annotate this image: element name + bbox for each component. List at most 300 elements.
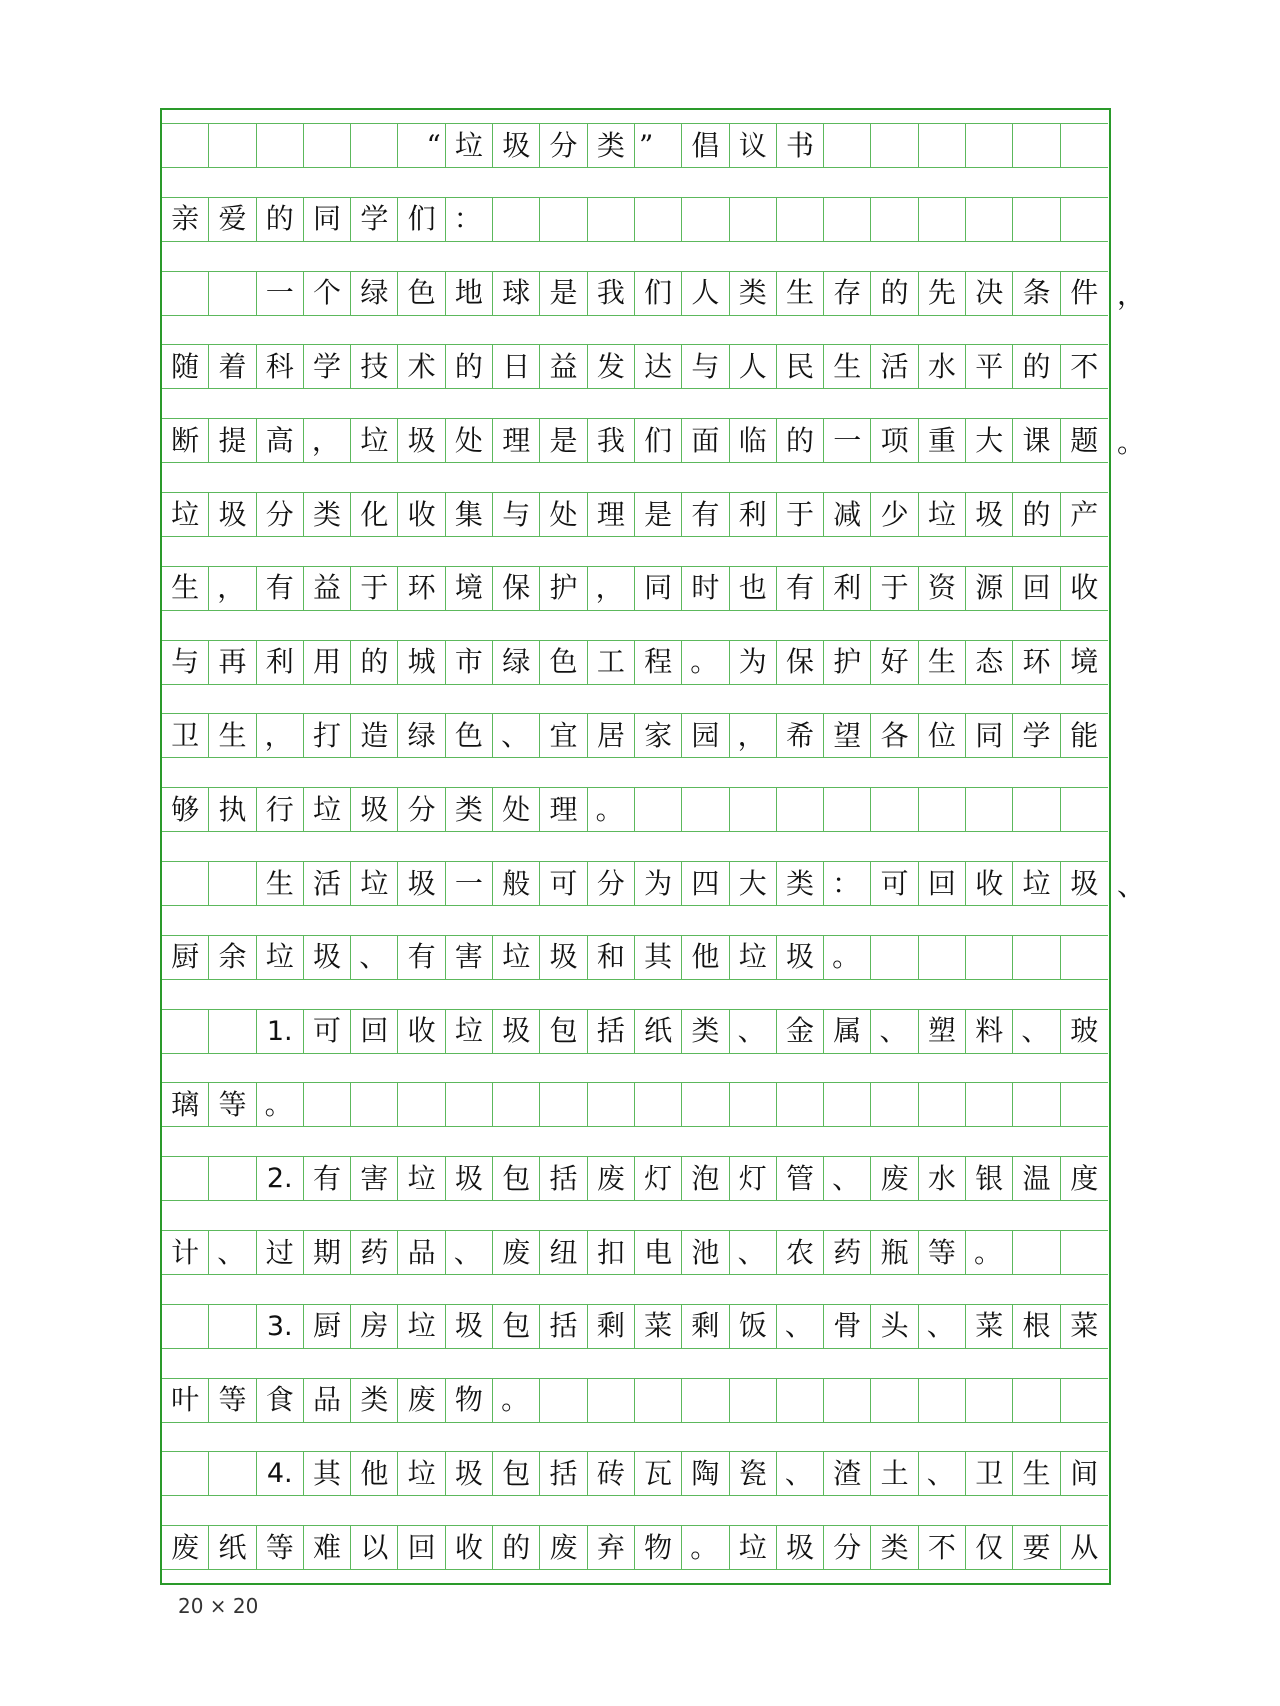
grid-cell-char: 料: [966, 1010, 1013, 1053]
grid-cell-empty: [919, 936, 966, 979]
grid-cell-char: 类: [304, 493, 351, 536]
grid-cell-empty: [162, 124, 209, 167]
grid-cell-char: 护: [540, 567, 587, 610]
grid-cell-char: 食: [257, 1379, 304, 1422]
grid-cell-char: 于: [777, 493, 824, 536]
grid-cell-char: 卫: [162, 714, 209, 757]
grid-cell-char: 药: [351, 1231, 398, 1274]
grid-cell-char: 。: [682, 1526, 729, 1569]
grid-cell-char: 理: [540, 788, 587, 831]
grid-cell-empty: [871, 124, 918, 167]
grid-cell-char: 废: [540, 1526, 587, 1569]
grid-cell-empty: [1061, 1231, 1108, 1274]
grid-cell-char: 城: [398, 641, 445, 684]
grid-cell-char: 先: [919, 272, 966, 315]
grid-cell-char: 收: [398, 1010, 445, 1053]
grid-cell-char: 的: [777, 419, 824, 462]
grid-cell-empty: [209, 1305, 256, 1348]
grid-cell-char: 圾: [966, 493, 1013, 536]
grid-cell-char: 发: [588, 345, 635, 388]
grid-cell-empty: [398, 1083, 445, 1126]
grid-cell-char: 。: [588, 788, 635, 831]
grid-cell-char: 活: [871, 345, 918, 388]
grid-cell-char: 技: [351, 345, 398, 388]
grid-cell-empty: [919, 124, 966, 167]
grid-cell-char: 瓦: [635, 1452, 682, 1495]
grid-cell-empty: [871, 788, 918, 831]
title-row: [162, 123, 1108, 168]
grid-cell-empty: [635, 1083, 682, 1126]
grid-cell-char: 望: [824, 714, 871, 757]
grid-cell-char: 理: [493, 419, 540, 462]
grid-cell-char: 以: [351, 1526, 398, 1569]
grid-row: [162, 935, 1108, 980]
grid-cell-char: 物: [446, 1379, 493, 1422]
grid-cell-char: 等: [257, 1526, 304, 1569]
grid-cell-char: ，: [304, 419, 351, 462]
grid-cell-char: 圾: [446, 1157, 493, 1200]
grid-cell-char: 与: [493, 493, 540, 536]
grid-cell-empty: [824, 124, 871, 167]
grid-cell-empty: [209, 862, 256, 905]
grid-cell-char: 、: [919, 1305, 966, 1348]
grid-cell-char: 学: [351, 198, 398, 241]
grid-cell-char: 垃: [257, 936, 304, 979]
grid-cell-empty: [588, 1083, 635, 1126]
grid-cell-char: 圾: [1070, 866, 1099, 900]
grid-cell-char: ，: [730, 714, 777, 757]
grid-cell-char: 璃: [162, 1083, 209, 1126]
grid-cell-char: ，: [209, 567, 256, 610]
grid-cell-char: 分: [824, 1526, 871, 1569]
grid-cell-char: 我: [588, 419, 635, 462]
grid-cell-char: 、: [493, 714, 540, 757]
grid-cell-empty: [824, 1083, 871, 1126]
grid-cell-char: 同: [304, 198, 351, 241]
grid-cell-char: 各: [871, 714, 918, 757]
grid-cell-char: 。: [966, 1231, 1013, 1274]
grid-cell-char: 生: [257, 862, 304, 905]
grid-cell-char: 渣: [824, 1452, 871, 1495]
grid-cell-empty: [351, 1083, 398, 1126]
grid-cell-char: 民: [777, 345, 824, 388]
grid-cell-char: 随: [162, 345, 209, 388]
grid-cell-empty: [824, 1379, 871, 1422]
grid-cell-char: 厨: [162, 936, 209, 979]
grid-row: [162, 1082, 1108, 1127]
grid-row: [162, 566, 1108, 611]
grid-cell-empty: [1013, 788, 1060, 831]
grid-cell-char: 有: [777, 567, 824, 610]
grid-cell-empty: [588, 1379, 635, 1422]
grid-cell-char: 回: [398, 1526, 445, 1569]
grid-cell-char: 科: [257, 345, 304, 388]
grid-cell-char: 色: [540, 641, 587, 684]
grid-cell-empty: [162, 1157, 209, 1200]
grid-cell-char: 的: [257, 198, 304, 241]
grid-cell-char: 有: [257, 567, 304, 610]
grid-cell-char: 、: [446, 1231, 493, 1274]
grid-cell-char: 扣: [588, 1231, 635, 1274]
grid-cell-char: 产: [1070, 497, 1099, 531]
grid-cell-char: 态: [966, 641, 1013, 684]
grid-cell-char: 水: [919, 345, 966, 388]
grid-cell-char: 收: [446, 1526, 493, 1569]
grid-cell-empty: [1013, 198, 1060, 241]
grid-cell-empty: [162, 272, 209, 315]
grid-cell-empty: [871, 936, 918, 979]
grid-cell-char: 少: [871, 493, 918, 536]
grid-cell-char: 、: [777, 1305, 824, 1348]
grid-cell-char: 期: [304, 1231, 351, 1274]
grid-cell-char: 、: [777, 1452, 824, 1495]
grid-cell-char: 造: [351, 714, 398, 757]
grid-cell-char: 集: [446, 493, 493, 536]
grid-cell-char: 、: [730, 1231, 777, 1274]
grid-cell-char: 们: [635, 419, 682, 462]
grid-cell-char: 生: [824, 345, 871, 388]
hanging-punctuation: 、: [1117, 868, 1146, 902]
grid-cell-char: 不: [919, 1526, 966, 1569]
grid-cell-char: 农: [777, 1231, 824, 1274]
grid-row: [162, 861, 1108, 906]
grid-cell-char: 3.: [257, 1305, 304, 1348]
grid-cell-char: 的: [871, 272, 918, 315]
grid-cell-char: 纸: [635, 1010, 682, 1053]
grid-cell-char: 绿: [493, 641, 540, 684]
grid-cell-char: 要: [1013, 1526, 1060, 1569]
grid-cell-char: 书: [777, 124, 824, 167]
grid-cell-empty: [209, 124, 256, 167]
grid-cell-char: 有: [398, 936, 445, 979]
grid-cell-char: 骨: [824, 1305, 871, 1348]
grid-cell-char: 与: [162, 641, 209, 684]
grid-cell-char: 居: [588, 714, 635, 757]
grid-cell-char: 圾: [446, 1452, 493, 1495]
grid-cell-empty: [919, 788, 966, 831]
grid-cell-char: 可: [871, 862, 918, 905]
grid-cell-char: 、: [871, 1010, 918, 1053]
grid-cell-char: 、: [351, 936, 398, 979]
grid-cell-char: 仅: [966, 1526, 1013, 1569]
grid-cell-char: 。: [682, 641, 729, 684]
grid-cell-char: 化: [351, 493, 398, 536]
grid-cell-char: ，: [257, 714, 304, 757]
grid-cell-empty: [1061, 1083, 1108, 1126]
grid-cell-char: 金: [777, 1010, 824, 1053]
grid-row: [162, 1451, 1108, 1496]
grid-cell-empty: [162, 1305, 209, 1348]
manuscript-grid-paper: [160, 108, 1146, 1585]
grid-cell-char: 剩: [682, 1305, 729, 1348]
grid-cell-char: 希: [777, 714, 824, 757]
grid-cell-char: 弃: [588, 1526, 635, 1569]
grid-cell-char: 大: [730, 862, 777, 905]
grid-cell-empty: [1013, 1379, 1060, 1422]
grid-cell-char: 。: [257, 1083, 304, 1126]
grid-cell-char: ，: [588, 567, 635, 610]
grid-cell-char: 高: [257, 419, 304, 462]
grid-cell-empty: [304, 1083, 351, 1126]
grid-cell-char: 四: [682, 862, 729, 905]
grid-cell-char: 条: [1013, 272, 1060, 315]
grid-cell-char: 的: [1013, 493, 1060, 536]
grid-cell-char: 再: [209, 641, 256, 684]
grid-cell-char: 括: [588, 1010, 635, 1053]
grid-cell-char: 绿: [351, 272, 398, 315]
grid-cell-empty: [919, 198, 966, 241]
grid-cell-char: 包: [493, 1452, 540, 1495]
grid-cell-char: 剩: [588, 1305, 635, 1348]
grid-row: [162, 344, 1108, 389]
grid-cell-char: 处: [493, 788, 540, 831]
grid-cell-char: 圾: [351, 788, 398, 831]
grid-cell-char: 可: [540, 862, 587, 905]
grid-cell-char: 打: [304, 714, 351, 757]
grid-cell-empty: [777, 788, 824, 831]
grid-cell-char: 难: [304, 1526, 351, 1569]
grid-cell-empty: [777, 198, 824, 241]
grid-cell-char: 1.: [257, 1010, 304, 1053]
grid-cell-empty: [209, 272, 256, 315]
grid-cell-char: ：: [446, 198, 493, 241]
grid-cell-char: 议: [730, 124, 777, 167]
grid-cell-char: 泡: [682, 1157, 729, 1200]
grid-cell-empty: [540, 1083, 587, 1126]
grid-cell-empty: [730, 788, 777, 831]
grid-cell-empty: [682, 1083, 729, 1126]
grid-cell-char: 利: [257, 641, 304, 684]
grid-cell-char: 药: [824, 1231, 871, 1274]
grid-cell-empty: [871, 198, 918, 241]
grid-cell-char: 垃: [730, 936, 777, 979]
grid-cell-char: 圾: [777, 1526, 824, 1569]
grid-cell-empty: [209, 1010, 256, 1053]
grid-cell-char: 工: [588, 641, 635, 684]
grid-cell-char: 回: [919, 862, 966, 905]
grid-cell-char: 色: [446, 714, 493, 757]
grid-cell-char: ”: [635, 124, 682, 167]
grid-cell-char: 位: [919, 714, 966, 757]
grid-cell-char: 收: [966, 862, 1013, 905]
grid-cell-char: 括: [540, 1305, 587, 1348]
grid-row: [162, 713, 1108, 758]
grid-cell-empty: [162, 862, 209, 905]
grid-cell-char: 等: [209, 1379, 256, 1422]
grid-cell-char: 、: [1013, 1010, 1060, 1053]
grid-cell-empty: [540, 1379, 587, 1422]
grid-cell-char: 砖: [588, 1452, 635, 1495]
grid-cell-char: 圾: [209, 493, 256, 536]
grid-cell-char: 垃: [446, 1010, 493, 1053]
grid-cell-char: 益: [540, 345, 587, 388]
grid-cell-char: 同: [635, 567, 682, 610]
grid-cell-char: 的: [1013, 345, 1060, 388]
grid-cell-char: 类: [730, 272, 777, 315]
grid-cell-char: 面: [682, 419, 729, 462]
grid-cell-char: 提: [209, 419, 256, 462]
grid-cell-char: 亲: [162, 198, 209, 241]
grid-cell-char: 一: [824, 419, 871, 462]
grid-cell-char: 一: [446, 862, 493, 905]
grid-row: [162, 640, 1108, 685]
grid-cell-char: 包: [493, 1305, 540, 1348]
grid-cell-empty: [871, 1379, 918, 1422]
grid-cell-char: 括: [540, 1157, 587, 1200]
grid-cell-char: 废: [588, 1157, 635, 1200]
grid-cell-char: 人: [730, 345, 777, 388]
grid-cell-char: 保: [493, 567, 540, 610]
grid-cell-empty: [540, 198, 587, 241]
grid-cell-char: 类: [351, 1379, 398, 1422]
grid-cell-char: 害: [351, 1157, 398, 1200]
grid-cell-char: 生: [919, 641, 966, 684]
grid-cell-char: 类: [588, 124, 635, 167]
grid-cell-char: 理: [588, 493, 635, 536]
grid-cell-empty: [824, 198, 871, 241]
grid-cell-char: 品: [398, 1231, 445, 1274]
grid-cell-char: 重: [919, 419, 966, 462]
grid-cell-char: 等: [919, 1231, 966, 1274]
grid-cell-char: 园: [682, 714, 729, 757]
grid-cell-char: 回: [1013, 567, 1060, 610]
grid-cell-char: 他: [351, 1452, 398, 1495]
grid-cell-char: 时: [682, 567, 729, 610]
grid-cell-char: 执: [209, 788, 256, 831]
grid-cell-empty: [871, 1083, 918, 1126]
grid-cell-char: 圾: [398, 862, 445, 905]
grid-cell-char: 着: [209, 345, 256, 388]
grid-cell-char: 倡: [682, 124, 729, 167]
grid-cell-char: 2.: [257, 1157, 304, 1200]
grid-cell-empty: [1061, 124, 1108, 167]
grid-cell-empty: [1061, 1379, 1108, 1422]
grid-cell-char: 垃: [398, 1157, 445, 1200]
grid-cell-char: 生: [209, 714, 256, 757]
grid-cell-char: 球: [493, 272, 540, 315]
grid-cell-char: 瓶: [871, 1231, 918, 1274]
grid-cell-char: 境: [446, 567, 493, 610]
grid-cell-char: 件: [1070, 276, 1099, 310]
grid-row: [162, 197, 1108, 242]
grid-cell-char: 爱: [209, 198, 256, 241]
grid-cell-char: 圾: [777, 936, 824, 979]
grid-cell-char: 是: [635, 493, 682, 536]
grid-cell-char: 的: [493, 1526, 540, 1569]
grid-cell-char: 品: [304, 1379, 351, 1422]
grid-cell-char: 临: [730, 419, 777, 462]
grid-cell-char: 生: [162, 567, 209, 610]
grid-cell-char: 般: [493, 862, 540, 905]
grid-cell-char: 为: [635, 862, 682, 905]
grid-cell-char: 与: [682, 345, 729, 388]
grid-cell-char: 等: [209, 1083, 256, 1126]
grid-cell-char: 垃: [446, 124, 493, 167]
grid-cell-char: 余: [209, 936, 256, 979]
grid-cell-char: 废: [493, 1231, 540, 1274]
grid-cell-empty: [446, 1083, 493, 1126]
grid-cell-char: 存: [824, 272, 871, 315]
hanging-punctuation: ，: [1117, 278, 1146, 312]
grid-cell-char: 项: [871, 419, 918, 462]
grid-cell-char: 房: [351, 1305, 398, 1348]
grid-cell-char: 和: [588, 936, 635, 979]
grid-cell-char: 分: [588, 862, 635, 905]
grid-cell-char: 圾: [493, 1010, 540, 1053]
grid-row: [162, 271, 1108, 316]
grid-cell-char: 菜: [1070, 1309, 1099, 1343]
grid-cell-char: 保: [777, 641, 824, 684]
grid-cell-empty: [919, 1083, 966, 1126]
grid-cell-char: 们: [635, 272, 682, 315]
grid-cell-char: 收: [1070, 571, 1099, 605]
grid-cell-char: 好: [871, 641, 918, 684]
grid-cell-empty: [1061, 198, 1108, 241]
grid-cell-char: 处: [446, 419, 493, 462]
grid-cell-char: 度: [1070, 1161, 1099, 1195]
grid-cell-char: 环: [398, 567, 445, 610]
grid-row: [162, 492, 1108, 537]
grid-cell-char: 其: [635, 936, 682, 979]
grid-cell-char: 其: [304, 1452, 351, 1495]
grid-cell-char: 学: [304, 345, 351, 388]
grid-cell-char: 过: [257, 1231, 304, 1274]
grid-cell-empty: [730, 1083, 777, 1126]
grid-cell-empty: [162, 1452, 209, 1495]
grid-cell-char: 一: [257, 272, 304, 315]
grid-cell-char: 大: [966, 419, 1013, 462]
grid-cell-empty: [304, 124, 351, 167]
grid-cell-empty: [209, 1452, 256, 1495]
grid-cell-char: 间: [1070, 1456, 1099, 1490]
grid-cell-char: 塑: [919, 1010, 966, 1053]
grid-cell-char: 他: [682, 936, 729, 979]
grid-cell-char: 圾: [446, 1305, 493, 1348]
grid-cell-char: 玻: [1070, 1014, 1099, 1048]
grid-cell-char: 回: [351, 1010, 398, 1053]
grid-cell-char: 银: [966, 1157, 1013, 1200]
grid-row: [162, 1304, 1108, 1349]
grid-size-label: 20 × 20: [178, 1594, 259, 1618]
grid-cell-char: 灯: [730, 1157, 777, 1200]
grid-cell-char: 行: [257, 788, 304, 831]
grid-cell-char: 于: [871, 567, 918, 610]
grid-cell-char: 课: [1013, 419, 1060, 462]
grid-cell-char: 宜: [540, 714, 587, 757]
grid-cell-char: 为: [730, 641, 777, 684]
grid-cell-empty: [966, 936, 1013, 979]
grid-cell-char: 陶: [682, 1452, 729, 1495]
grid-cell-char: 的: [446, 345, 493, 388]
grid-cell-char: 从: [1070, 1530, 1099, 1564]
grid-cell-char: 括: [540, 1452, 587, 1495]
grid-cell-char: 平: [966, 345, 1013, 388]
grid-cell-char: 分: [540, 124, 587, 167]
grid-cell-char: 题: [1070, 423, 1099, 457]
grid-cell-char: 有: [682, 493, 729, 536]
grid-row: [162, 418, 1108, 463]
grid-cell-char: 垃: [730, 1526, 777, 1569]
grid-cell-char: 垃: [351, 862, 398, 905]
grid-cell-char: 电: [635, 1231, 682, 1274]
grid-cell-char: 有: [304, 1157, 351, 1200]
grid-cell-empty: [777, 1379, 824, 1422]
grid-cell-empty: [635, 198, 682, 241]
grid-cell-empty: [966, 198, 1013, 241]
grid-cell-char: 物: [635, 1526, 682, 1569]
grid-cell-empty: [1013, 1083, 1060, 1126]
grid-cell-char: 圾: [540, 936, 587, 979]
